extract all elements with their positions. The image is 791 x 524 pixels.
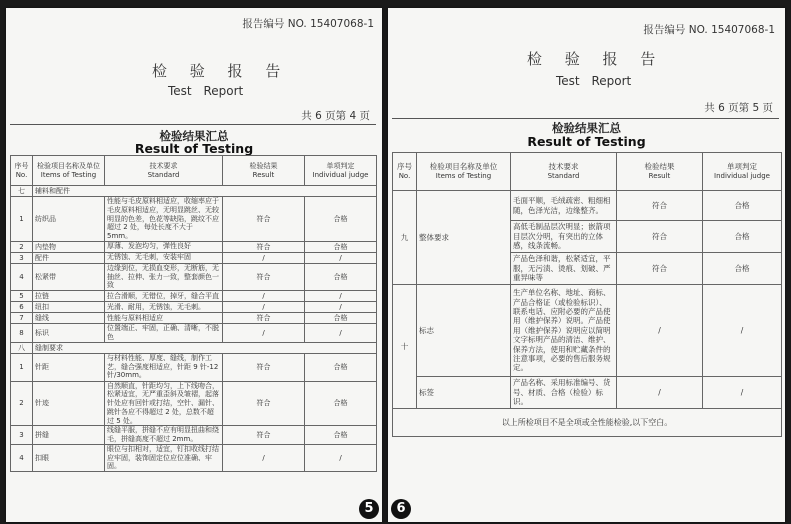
judge-cell: / — [305, 252, 377, 263]
col-result-zh: 检验结果 — [249, 162, 278, 171]
footnote-row — [393, 409, 782, 437]
col-no-zh: 序号 — [397, 162, 412, 172]
col-std-en: Standard — [147, 170, 180, 179]
table-header — [393, 153, 782, 191]
col-result-en: Result — [252, 170, 275, 179]
no-cell: 1 — [11, 353, 33, 381]
result-cell: 符合 — [223, 353, 305, 381]
result-cell: 符合 — [223, 381, 305, 426]
col-item-zh: 检验项目名称及单位 — [429, 162, 498, 172]
judge-cell: 合格 — [305, 313, 377, 324]
section-title-en: Result of Testing — [134, 141, 254, 156]
item-cell: 针迹 — [33, 381, 105, 426]
group-name: 整体要求 — [417, 191, 511, 285]
result-cell: 符合 — [223, 313, 305, 324]
item-cell: 松紧带 — [33, 263, 105, 290]
result-cell: / — [223, 252, 305, 263]
table-row — [11, 241, 377, 252]
report-title-en: Test Report — [168, 84, 244, 98]
judge-cell: / — [305, 302, 377, 313]
std-cell: 产品色泽和谐，松紧适宜，平服，无污渍、烫痕、划破、严重异味等 — [511, 253, 617, 285]
group-no: 九 — [393, 191, 417, 285]
std-cell: 拉合滑顺，无错位，掉牙，缝合平直 — [105, 291, 223, 302]
item-cell: 缝线 — [33, 313, 105, 324]
group-no: 十 — [393, 285, 417, 409]
no-cell: 2 — [11, 381, 33, 426]
result-cell: / — [223, 302, 305, 313]
table-row — [11, 353, 377, 381]
no-cell: 5 — [11, 291, 33, 302]
results-table — [10, 155, 377, 472]
result-cell: 符合 — [617, 191, 703, 221]
std-cell: 眼位与扣相对，适宜，钉扣收线打结应牢固，装饰固定位应位准确、牢固。 — [105, 444, 223, 471]
std-cell: 性能与毛皮原料相适应，收缩率应于毛皮原料相适应，无明显跳丝、无较明显的色差，色花等缺陷，跳纹不应超过 2 处，每处长度不大于 5mm。 — [105, 197, 223, 242]
item-cell: 针距 — [33, 353, 105, 381]
page-count: 共 6 页第 5 页 — [704, 102, 773, 114]
col-no-en: No. — [15, 170, 28, 179]
judge-cell: / — [305, 291, 377, 302]
item-cell: 配件 — [33, 252, 105, 263]
result-cell: 符合 — [223, 197, 305, 242]
table-row — [11, 324, 377, 343]
std-cell: 自然顺直，针距均匀，上下线吻合，松紧适宜，无严重歪斜及皱褶，起落针处应有回针或打结，空针、漏针、跳针各应不得超过 2 处，总数不超过 5 处。 — [105, 381, 223, 426]
no-cell: 4 — [11, 263, 33, 290]
result-cell: 符合 — [617, 221, 703, 253]
group-no: 八 — [11, 342, 33, 353]
footnote: 以上所检项目不是全项或全性能检验,以下空白。 — [393, 409, 782, 437]
col-no-en: No. — [398, 171, 411, 180]
results-table — [392, 152, 782, 437]
section-title-en: Result of Testing — [527, 134, 646, 149]
std-cell: 毛面平顺，毛绒疏密、粗细相随，色泽光洁，边缘整齐。 — [511, 191, 617, 221]
table-row — [393, 285, 782, 377]
item-cell: 纺织品 — [33, 197, 105, 242]
result-cell: 符合 — [223, 241, 305, 252]
judge-cell: 合格 — [305, 426, 377, 445]
section-title-zh: 检验结果汇总 — [159, 129, 229, 143]
table-row — [11, 197, 377, 242]
no-cell: 8 — [11, 324, 33, 343]
col-no-zh: 序号 — [14, 162, 29, 171]
judge-cell: 合格 — [305, 263, 377, 290]
col-item-en: Items of Testing — [40, 170, 97, 179]
report-title-zh: 检 验 报 告 — [527, 50, 665, 68]
std-cell: 位置端正、牢固，正确、清晰，不脱色 — [105, 324, 223, 343]
result-cell: 符合 — [223, 263, 305, 290]
no-cell: 3 — [11, 426, 33, 445]
result-cell: / — [223, 324, 305, 343]
std-cell: 线缝平服，拼缝不应有明显扭曲和绕毛，拼缝高度不超过 2mm。 — [105, 426, 223, 445]
result-cell: 符合 — [617, 253, 703, 285]
group-name: 辅料和配件 — [33, 186, 377, 197]
table-header — [11, 156, 377, 186]
report-page-5 — [388, 8, 785, 522]
table-row — [11, 302, 377, 313]
col-std-zh: 技术要求 — [149, 162, 178, 171]
page-count: 共 6 页第 4 页 — [301, 110, 370, 122]
item-cell: 内垫物 — [33, 241, 105, 252]
item-cell: 标签 — [417, 377, 511, 409]
judge-cell: 合格 — [703, 221, 782, 253]
item-cell: 拉链 — [33, 291, 105, 302]
group-row — [11, 342, 377, 353]
no-cell: 2 — [11, 241, 33, 252]
item-cell: 标识 — [33, 324, 105, 343]
col-judge-en: Individual judge — [312, 170, 369, 179]
std-cell: 产品名称、采用标准编号、货号、材质、合格（检验）标识。 — [511, 377, 617, 409]
std-cell: 边缘到位，无损血变形，无断筋，无抽丝、拉伸、张力一致，整套颜色一致 — [105, 263, 223, 290]
group-no: 七 — [11, 186, 33, 197]
item-cell: 纽扣 — [33, 302, 105, 313]
no-cell: 4 — [11, 444, 33, 471]
table-row — [11, 263, 377, 290]
std-cell: 生产单位名称、地址、商标、产品合格证（或检验标识）、联系电话、应附必要的产品使用（维护保养）说明。产品使用（维护保养）说明应以简明文字标明产品的清洁、维护、保养方法，使用和贮藏条件的注意事项，必要的售后服务规定。 — [511, 285, 617, 377]
judge-cell: 合格 — [703, 253, 782, 285]
report-number: 报告编号 NO. 15407068-1 — [242, 18, 374, 30]
judge-cell: / — [305, 444, 377, 471]
judge-cell: 合格 — [305, 241, 377, 252]
table-row — [11, 381, 377, 426]
result-cell: 符合 — [223, 426, 305, 445]
col-std-en: Standard — [547, 171, 580, 180]
col-std-zh: 技术要求 — [548, 162, 579, 172]
item-cell: 拼缝 — [33, 426, 105, 445]
judge-cell: 合格 — [305, 353, 377, 381]
table-row — [11, 444, 377, 471]
table-row — [11, 291, 377, 302]
no-cell: 6 — [11, 302, 33, 313]
item-cell: 标志 — [417, 285, 511, 377]
header-divider — [392, 118, 779, 119]
std-cell: 光滑、耐用，无锈蚀，无毛刺。 — [105, 302, 223, 313]
section-title-zh: 检验结果汇总 — [552, 121, 621, 135]
col-result-en: Result — [648, 171, 671, 180]
table-row — [393, 191, 782, 221]
image-number-badge: 5 — [359, 499, 379, 519]
table-row — [11, 252, 377, 263]
result-cell: / — [223, 291, 305, 302]
std-cell: 无锈蚀、无毛刺，安装牢固 — [105, 252, 223, 263]
judge-cell: / — [703, 377, 782, 409]
result-cell: / — [617, 285, 703, 377]
table-row — [393, 377, 782, 409]
judge-cell: / — [305, 324, 377, 343]
judge-cell: / — [703, 285, 782, 377]
std-cell: 厚薄、发泡均匀，弹性良好 — [105, 241, 223, 252]
judge-cell: 合格 — [703, 191, 782, 221]
report-title-zh: 检 验 报 告 — [152, 62, 290, 80]
table-row — [11, 313, 377, 324]
report-number: 报告编号 NO. 15407068-1 — [643, 24, 775, 36]
header-divider — [10, 124, 376, 125]
col-item-zh: 检验项目名称及单位 — [37, 162, 100, 171]
no-cell: 7 — [11, 313, 33, 324]
judge-cell: 合格 — [305, 381, 377, 426]
judge-cell: 合格 — [305, 197, 377, 242]
no-cell: 3 — [11, 252, 33, 263]
report-title-en: Test Report — [556, 74, 632, 88]
report-page-4 — [6, 8, 382, 522]
no-cell: 1 — [11, 197, 33, 242]
col-result-zh: 检验结果 — [644, 162, 675, 172]
item-cell: 扣眼 — [33, 444, 105, 471]
std-cell: 高低毛制品层次明显；嵌箭项目层次分明，有突出的立体感，线条流畅。 — [511, 221, 617, 253]
col-judge-zh: 单项判定 — [326, 162, 355, 171]
col-judge-en: Individual judge — [714, 171, 770, 180]
col-judge-zh: 单项判定 — [727, 162, 757, 172]
col-item-en: Items of Testing — [435, 171, 492, 180]
group-row — [11, 186, 377, 197]
result-cell: / — [223, 444, 305, 471]
group-name: 缝制要求 — [33, 342, 377, 353]
std-cell: 与材料性能、厚度、缝线，制作工艺，缝合强度相适应，针距 9 针-12 针/30mm。 — [105, 353, 223, 381]
result-cell: / — [617, 377, 703, 409]
image-number-badge: 6 — [391, 499, 411, 519]
std-cell: 性能与原料相适应 — [105, 313, 223, 324]
table-row — [11, 426, 377, 445]
